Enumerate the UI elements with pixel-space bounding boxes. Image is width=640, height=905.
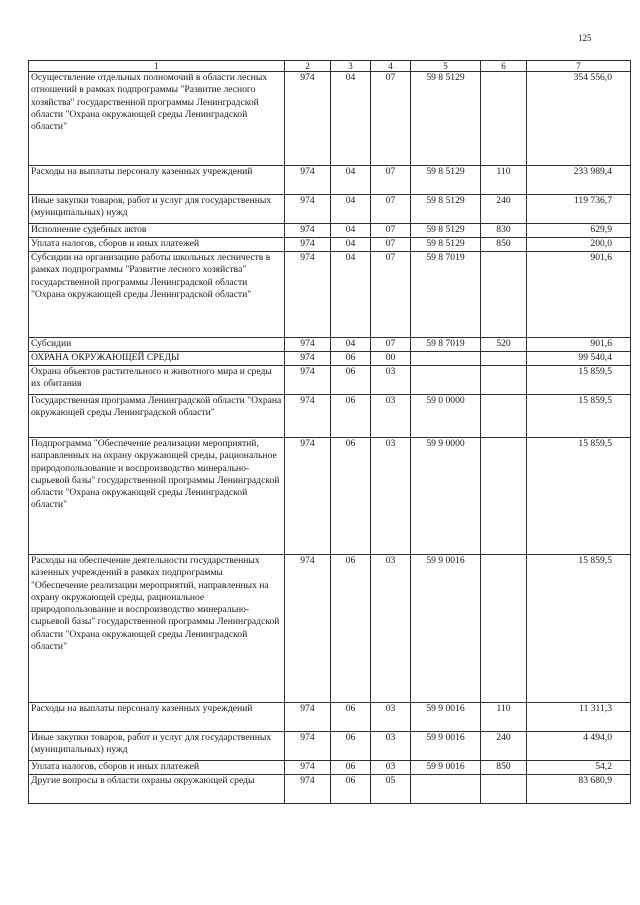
row-target-article: 59 8 5129 <box>411 238 481 252</box>
row-expense-type: 850 <box>481 761 527 775</box>
row-subsection: 07 <box>371 252 411 338</box>
row-target-article <box>411 775 481 804</box>
row-subsection: 03 <box>371 395 411 438</box>
row-expense-type: 240 <box>481 732 527 761</box>
table-row <box>29 366 631 395</box>
row-code: 974 <box>285 555 331 703</box>
budget-table <box>28 60 631 804</box>
table-row <box>29 166 631 195</box>
table-row <box>29 224 631 238</box>
row-subsection: 03 <box>371 438 411 555</box>
row-code: 974 <box>285 166 331 195</box>
row-expense-type <box>481 395 527 438</box>
row-description: Подпрограмма "Обеспечение реализации мероприятий, направленных на охрану окружающей среды, рациональное природопользование и воспроизводство минерально-сырьевой базы" государственной программы Ленинградской области "Охрана окружающей среды Ленинградской области" <box>29 438 285 555</box>
row-code: 974 <box>285 732 331 761</box>
row-expense-type: 850 <box>481 238 527 252</box>
table-row <box>29 703 631 732</box>
table-row <box>29 338 631 352</box>
row-code: 974 <box>285 338 331 352</box>
table-row <box>29 761 631 775</box>
row-code: 974 <box>285 224 331 238</box>
header-col-5: 5 <box>411 61 481 72</box>
row-code: 974 <box>285 366 331 395</box>
row-code: 974 <box>285 438 331 555</box>
row-description: Субсидии <box>29 338 285 352</box>
row-subsection: 00 <box>371 352 411 366</box>
table-row <box>29 352 631 366</box>
row-section: 04 <box>331 224 371 238</box>
row-code: 974 <box>285 775 331 804</box>
row-expense-type: 110 <box>481 703 527 732</box>
header-col-6: 6 <box>481 61 527 72</box>
row-description: Расходы на выплаты персоналу казенных учреждений <box>29 703 285 732</box>
row-amount: 629,9 <box>527 224 631 238</box>
row-target-article <box>411 366 481 395</box>
row-description: Расходы на обеспечение деятельности государственных казенных учреждений в рамках подпрограммы "Обеспечение реализации мероприятий, направленных на охрану окружающей среды, рациональное природопользование и воспроизводство минерально-сырьевой базы" государственной программы Ленинградской области "Охрана окружающей среды Ленинградской области" <box>29 555 285 703</box>
row-subsection: 07 <box>371 72 411 166</box>
row-amount: 901,6 <box>527 252 631 338</box>
row-section: 06 <box>331 703 371 732</box>
table-row <box>29 438 631 555</box>
table-header-row <box>29 61 631 72</box>
row-section: 04 <box>331 72 371 166</box>
row-expense-type <box>481 72 527 166</box>
table-row <box>29 555 631 703</box>
row-description: Уплата налогов, сборов и иных платежей <box>29 761 285 775</box>
row-section: 04 <box>331 252 371 338</box>
row-subsection: 07 <box>371 166 411 195</box>
row-code: 974 <box>285 703 331 732</box>
row-target-article: 59 9 0016 <box>411 703 481 732</box>
header-col-2: 2 <box>285 61 331 72</box>
row-description: Иные закупки товаров, работ и услуг для государственных (муниципальных) нужд <box>29 195 285 224</box>
row-section: 04 <box>331 195 371 224</box>
row-section: 04 <box>331 238 371 252</box>
row-section: 06 <box>331 555 371 703</box>
row-subsection: 03 <box>371 761 411 775</box>
row-target-article: 59 8 7019 <box>411 252 481 338</box>
row-description: Субсидии на организацию работы школьных лесничеств в рамках подпрограммы "Развитие лесного хозяйства" государственной программы Ленинградской области "Охрана окружающей среды Ленинградской области" <box>29 252 285 338</box>
row-target-article: 59 9 0016 <box>411 555 481 703</box>
row-subsection: 03 <box>371 732 411 761</box>
row-section: 06 <box>331 366 371 395</box>
row-target-article: 59 9 0000 <box>411 438 481 555</box>
row-expense-type <box>481 438 527 555</box>
row-code: 974 <box>285 72 331 166</box>
row-expense-type: 830 <box>481 224 527 238</box>
row-section: 06 <box>331 438 371 555</box>
row-target-article: 59 9 0016 <box>411 761 481 775</box>
row-amount: 119 736,7 <box>527 195 631 224</box>
row-target-article: 59 9 0016 <box>411 732 481 761</box>
table-row <box>29 195 631 224</box>
row-description: Исполнение судебных актов <box>29 224 285 238</box>
row-target-article: 59 8 7019 <box>411 338 481 352</box>
row-amount: 11 311,3 <box>527 703 631 732</box>
row-code: 974 <box>285 252 331 338</box>
row-expense-type: 520 <box>481 338 527 352</box>
row-expense-type <box>481 252 527 338</box>
table-row <box>29 395 631 438</box>
table-row <box>29 252 631 338</box>
row-target-article <box>411 352 481 366</box>
header-col-7: 7 <box>527 61 631 72</box>
header-col-3: 3 <box>331 61 371 72</box>
row-subsection: 07 <box>371 224 411 238</box>
row-section: 06 <box>331 761 371 775</box>
row-target-article: 59 8 5129 <box>411 166 481 195</box>
table-row <box>29 775 631 804</box>
row-description: Охрана объектов растительного и животного мира и среды их обитания <box>29 366 285 395</box>
row-amount: 233 989,4 <box>527 166 631 195</box>
row-subsection: 05 <box>371 775 411 804</box>
row-amount: 99 540,4 <box>527 352 631 366</box>
page-number: 125 <box>578 33 592 43</box>
row-target-article: 59 8 5129 <box>411 224 481 238</box>
row-code: 974 <box>285 238 331 252</box>
row-amount: 54,2 <box>527 761 631 775</box>
row-expense-type <box>481 352 527 366</box>
row-target-article: 59 8 5129 <box>411 72 481 166</box>
header-col-1: 1 <box>29 61 285 72</box>
table-row <box>29 72 631 166</box>
row-target-article: 59 0 0000 <box>411 395 481 438</box>
row-amount: 15 859,5 <box>527 366 631 395</box>
row-amount: 4 494,0 <box>527 732 631 761</box>
row-description: Расходы на выплаты персоналу казенных учреждений <box>29 166 285 195</box>
row-expense-type: 110 <box>481 166 527 195</box>
row-section: 04 <box>331 338 371 352</box>
table-row <box>29 238 631 252</box>
row-amount: 15 859,5 <box>527 555 631 703</box>
row-section: 06 <box>331 395 371 438</box>
header-col-4: 4 <box>371 61 411 72</box>
row-subsection: 03 <box>371 555 411 703</box>
row-amount: 83 680,9 <box>527 775 631 804</box>
row-subsection: 03 <box>371 366 411 395</box>
row-section: 06 <box>331 775 371 804</box>
row-description: ОХРАНА ОКРУЖАЮЩЕЙ СРЕДЫ <box>29 352 285 366</box>
row-code: 974 <box>285 352 331 366</box>
row-code: 974 <box>285 761 331 775</box>
row-expense-type <box>481 366 527 395</box>
table-row <box>29 732 631 761</box>
row-subsection: 07 <box>371 338 411 352</box>
row-code: 974 <box>285 195 331 224</box>
row-amount: 15 859,5 <box>527 395 631 438</box>
row-target-article: 59 8 5129 <box>411 195 481 224</box>
row-section: 06 <box>331 732 371 761</box>
row-amount: 200,0 <box>527 238 631 252</box>
row-description: Государственная программа Ленинградской области "Охрана окружающей среды Ленинградской области" <box>29 395 285 438</box>
row-description: Уплата налогов, сборов и иных платежей <box>29 238 285 252</box>
row-expense-type <box>481 555 527 703</box>
row-subsection: 03 <box>371 703 411 732</box>
row-amount: 15 859,5 <box>527 438 631 555</box>
row-description: Другие вопросы в области охраны окружающей среды <box>29 775 285 804</box>
row-amount: 901,6 <box>527 338 631 352</box>
row-section: 04 <box>331 166 371 195</box>
row-section: 06 <box>331 352 371 366</box>
row-expense-type <box>481 775 527 804</box>
row-description: Иные закупки товаров, работ и услуг для государственных (муниципальных) нужд <box>29 732 285 761</box>
row-description: Осуществление отдельных полномочий в области лесных отношений в рамках подпрограммы "Развитие лесного хозяйства" государственной программы Ленинградской области "Охрана окружающей среды Ленинградской области" <box>29 72 285 166</box>
row-expense-type: 240 <box>481 195 527 224</box>
row-subsection: 07 <box>371 195 411 224</box>
row-amount: 354 556,0 <box>527 72 631 166</box>
row-code: 974 <box>285 395 331 438</box>
row-subsection: 07 <box>371 238 411 252</box>
